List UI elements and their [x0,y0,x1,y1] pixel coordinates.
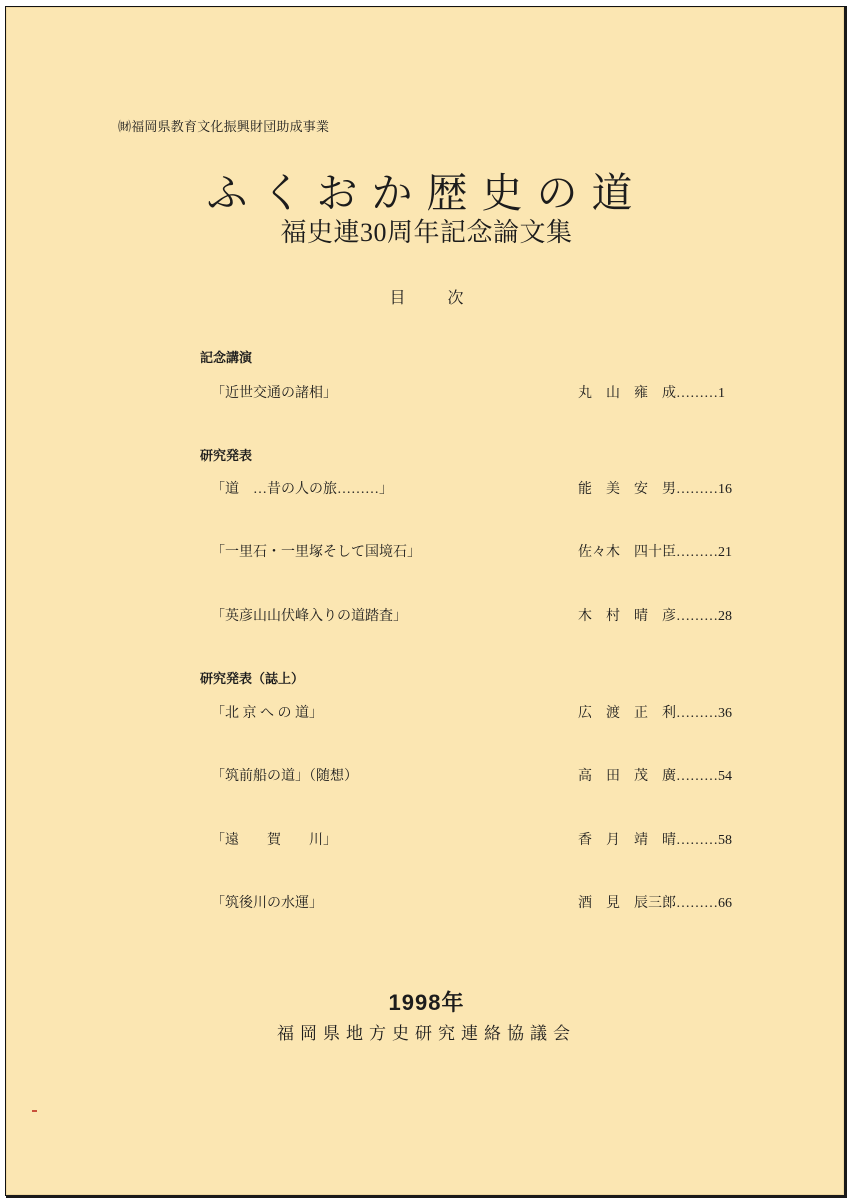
page-number: 36 [718,706,732,721]
toc-entry-author [578,382,725,402]
author-name: 木 村 晴 彦 [578,609,676,624]
toc-entry-title: 「遠 賀 川」 [211,833,337,848]
cover-edge-top [6,6,847,7]
leader-dots: ……… [676,833,718,848]
toc-entry-title: 「一里石・一里塚そして国境石」 [211,545,421,560]
toc-entry-title: 「筑後川の水運」 [211,896,323,911]
toc-entry-author [578,541,732,561]
leader-dots: ……… [676,896,718,911]
author-name: 酒 見 辰三郎 [578,896,676,911]
toc-entry-title: 「筑前船の道」（随想） [211,769,358,784]
section-heading-lecture: 記念講演 [200,350,253,365]
leader-dots: ……… [676,386,718,401]
toc-entry-author [578,702,732,722]
toc-entry-author [578,478,732,498]
toc-entry-title: 「道 …昔の人の旅………」 [211,482,393,497]
author-name: 広 渡 正 利 [578,706,676,721]
author-name: 香 月 靖 晴 [578,833,676,848]
page-number: 28 [718,609,732,624]
toc-entry-author [578,829,732,849]
publisher-name: 福岡県地方史研究連絡協議会 [277,1024,576,1043]
toc-entry-title: 「英彦山山伏峰入りの道踏査」 [211,609,407,624]
edge-mark [32,1110,37,1112]
leader-dots: ……… [676,609,718,624]
author-name: 高 田 茂 廣 [578,769,676,784]
section-heading-research: 研究発表 [200,448,253,463]
page-number: 21 [718,545,732,560]
page-number: 16 [718,482,732,497]
toc-entry-author [578,605,732,625]
page-number: 66 [718,896,732,911]
leader-dots: ……… [676,482,718,497]
toc-entry-author [578,765,732,785]
publication-year: 1998年 [388,990,465,1015]
author-name: 丸 山 雍 成 [578,386,676,401]
page-number: 1 [718,386,725,401]
toc-heading-char-1: 目 [389,290,406,307]
toc-entry-title: 「北 京 へ の 道」 [211,706,323,721]
main-title: ふくおか歴史の道 [206,170,647,216]
page-number: 54 [718,769,732,784]
author-name: 佐々木 四十臣 [578,545,676,560]
section-heading-research-print: 研究発表（誌上） [200,671,305,686]
toc-entry-title: 「近世交通の諸相」 [211,386,337,401]
author-name: 能 美 安 男 [578,482,676,497]
sponsor-line: ㈶福岡県教育文化振興財団助成事業 [118,119,330,134]
leader-dots: ……… [676,706,718,721]
subtitle: 福史連30周年記念論文集 [280,218,573,247]
toc-entry-author [578,892,732,912]
toc-heading-char-2: 次 [447,290,464,307]
toc-heading [0,285,853,308]
page-number: 58 [718,833,732,848]
leader-dots: ……… [676,545,718,560]
leader-dots: ……… [676,769,718,784]
